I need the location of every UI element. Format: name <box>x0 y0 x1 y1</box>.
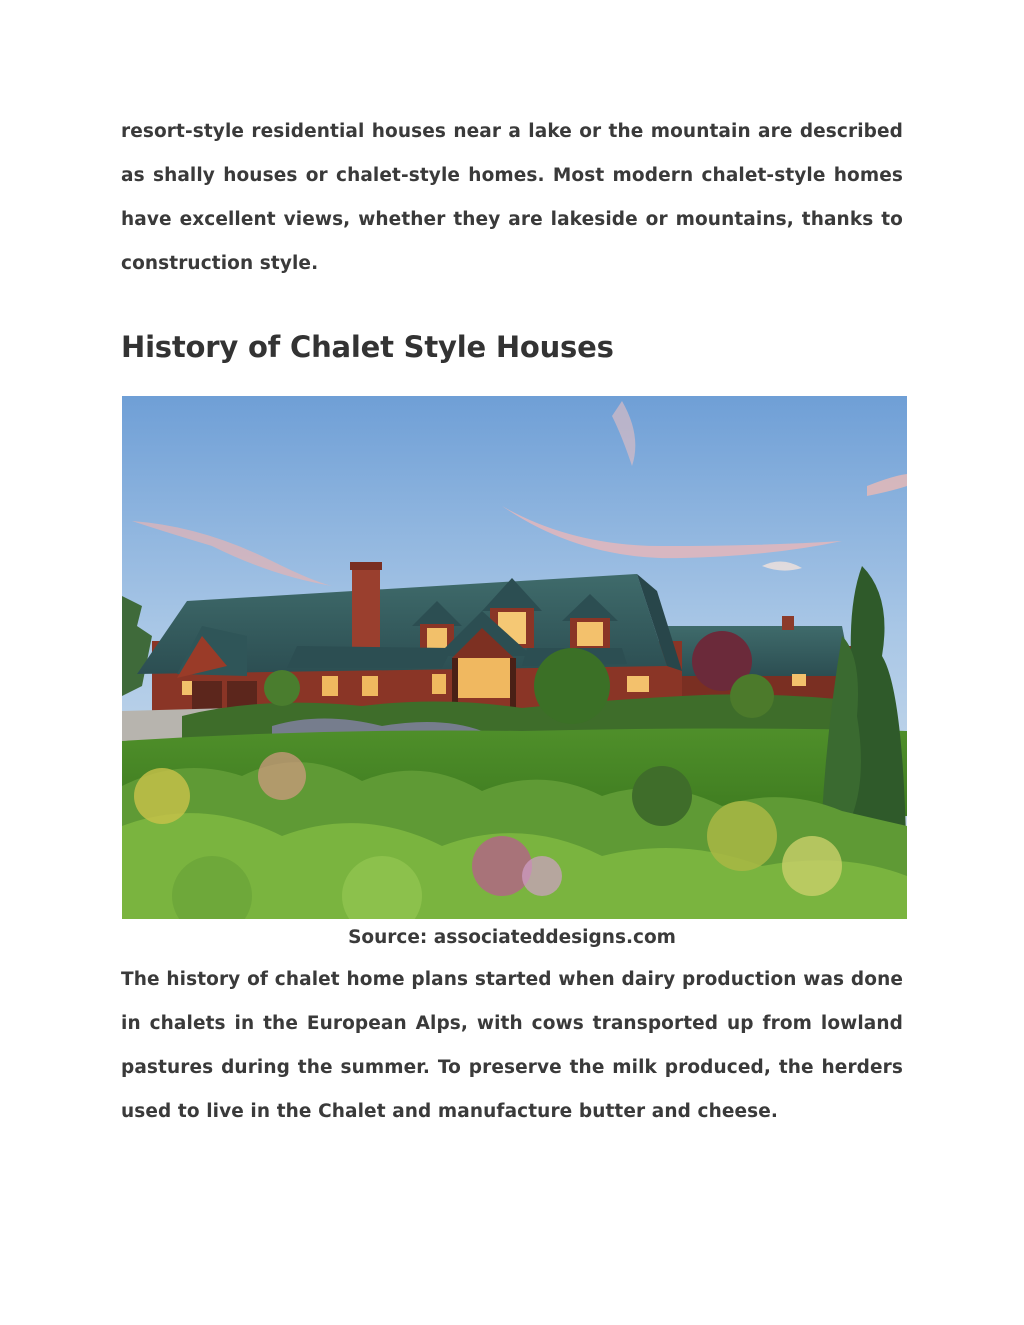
image-caption: Source: associateddesigns.com <box>348 927 676 948</box>
intro-paragraph: resort-style residential houses near a lake or the mountain are described as shally houses or chalet-style homes. Most modern chalet-style homes have excellent views, whether they are lakeside or mountains, thanks to construction style. <box>121 121 903 274</box>
chalet-house-photo <box>122 396 907 919</box>
history-paragraph: The history of chalet home plans started when dairy production was done in chalets in the European Alps, with cows transported up from lowland pastures during the summer. To preserve the milk produced, the herders used to live in the Chalet and manufacture butter and cheese. <box>121 969 903 1122</box>
section-heading: History of Chalet Style Houses <box>121 330 614 364</box>
